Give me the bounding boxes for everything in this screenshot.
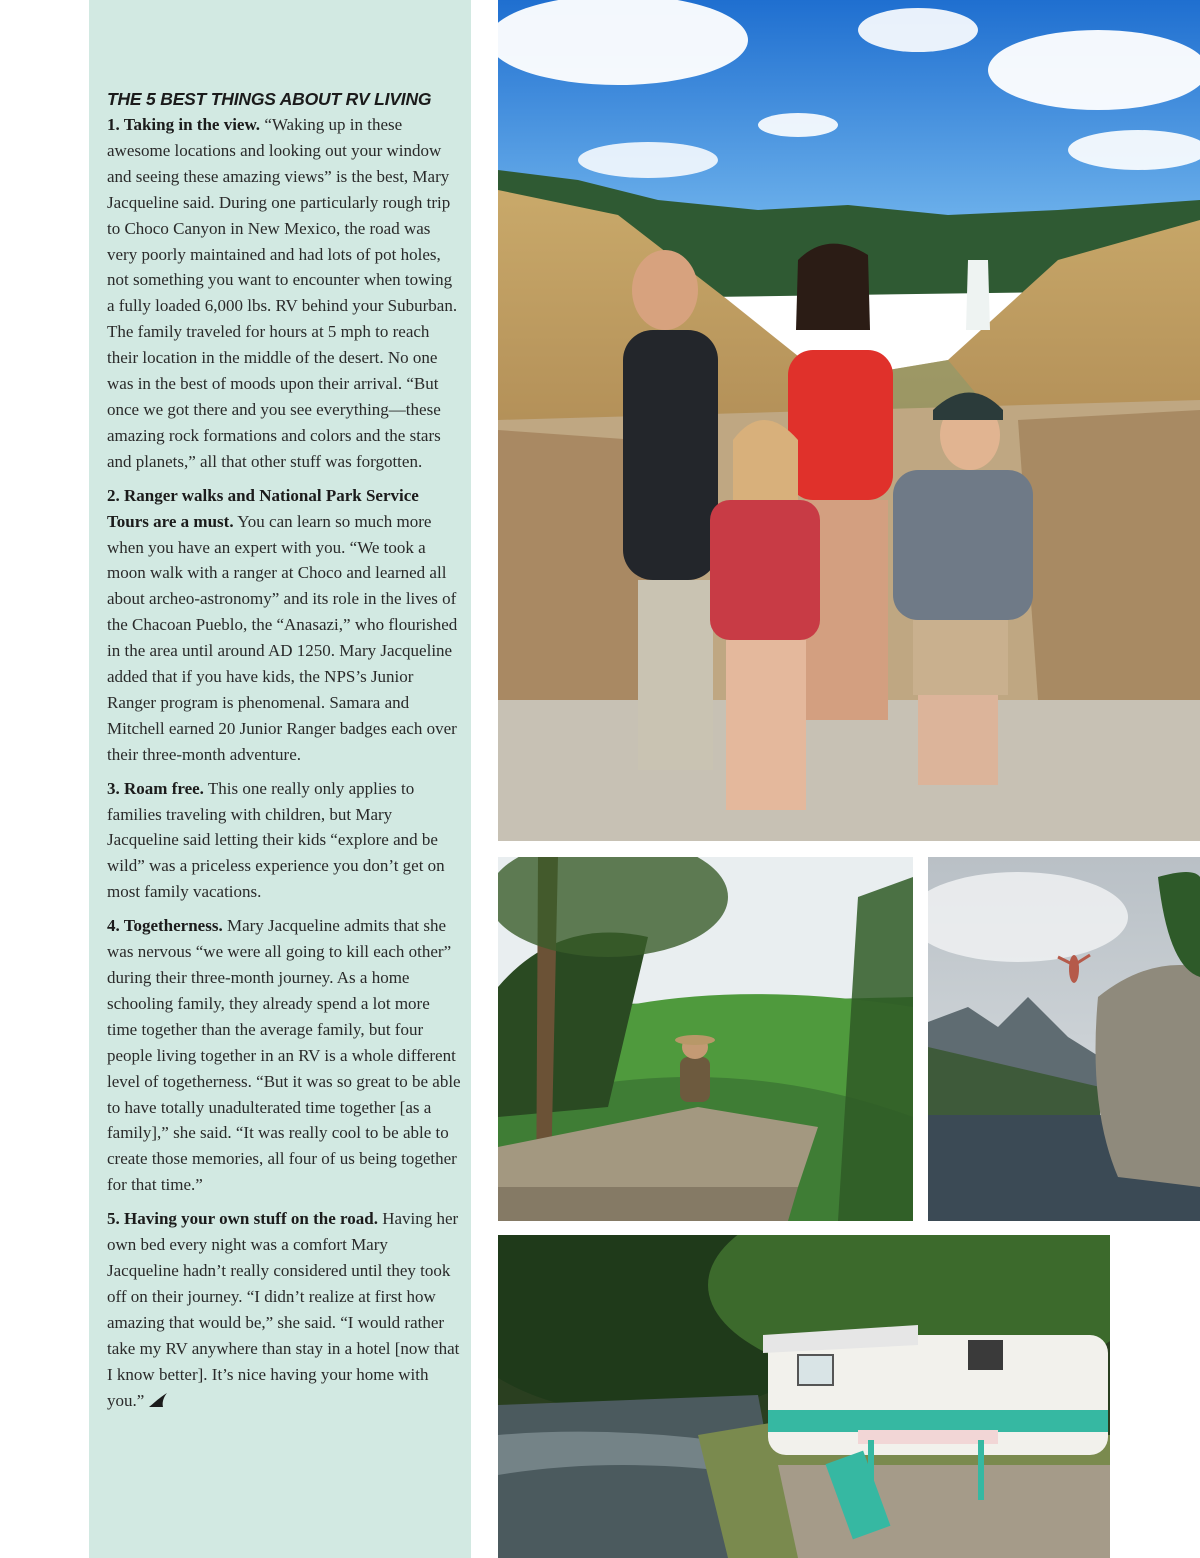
item-lead: 3. Roam free. xyxy=(107,778,204,798)
item-body: Having her own bed every night was a comfort Mary Jacqueline hadn’t really considered until they took off on their journey. “I didn’t realize at first how amazing that would be,” she said. “I would rather take my RV anywhere than stay in a hotel [now that I know better]. It’s nice having your home with you.” xyxy=(107,1209,460,1410)
item-body: “Waking up in these awesome locations and looking out your window and seeing these amazing views” is the best, Mary Jacqueline said. During one particularly rough trip to Choco Canyon in New Mexico, the road was very poorly maintained and had lots of pot holes, not something you want to encounter when towing a fully loaded 6,000 lbs. RV behind your Suburban. The family traveled for hours at 5 mph to reach their location in the middle of the desert. No one was in the best of moods upon their arrival. “But once we got there and you see everything—these amazing rock formations and colors and the stars and planets,” all that other stuff was forgotten. xyxy=(107,115,458,471)
item-body: This one really only applies to families traveling with children, but Mary Jacqueline said letting their kids “explore and be wild” was a priceless experience you don’t get on most family vacations. xyxy=(107,778,445,902)
cliff-jump-lake-photo xyxy=(928,857,1200,1221)
item-lead: 5. Having your own stuff on the road. xyxy=(107,1209,378,1229)
rv-campsite-photo xyxy=(498,1235,1110,1558)
list-item xyxy=(107,776,463,906)
item-lead: 2. Ranger walks and National Park Service Tours are a must. xyxy=(107,485,419,531)
list-item xyxy=(107,112,463,475)
list-item xyxy=(107,913,463,1198)
article-column xyxy=(107,86,463,1421)
list-item xyxy=(107,483,463,768)
item-body: You can learn so much more when you have an expert with you. “We took a moon walk with a ranger at Choco and learned all about archeo-astronomy” and its role in the lives of the Chacoan Pueblo, the “Anasazi,” who flourished in the area until around AD 1250. Mary Jacqueline added that if you have kids, the NPS’s Junior Ranger program is phenomenal. Samara and Mitchell earned 20 Junior Ranger badges each over their three-month adventure. xyxy=(107,511,458,764)
shark-fin-icon xyxy=(148,1392,168,1408)
list-item xyxy=(107,1206,463,1413)
article-heading: THE 5 BEST THINGS ABOUT RV LIVING xyxy=(107,89,432,109)
family-canyon-photo xyxy=(498,0,1200,841)
item-lead: 1. Taking in the view. xyxy=(107,115,261,134)
forest-overlook-photo xyxy=(498,857,913,1221)
item-lead: 4. Togetherness. xyxy=(107,916,223,936)
item-body: Mary Jacqueline admits that she was nervous “we were all going to kill each other” during their three-month journey. As a home schooling family, they already spend a lot more time together than the average family, but four people living together in an RV is a whole different level of togetherness. “But it was so great to be able to have totally unadulterated time together [as a family],” she said. “It was really cool to be able to create those memories, all four of us being together for that time.” xyxy=(107,916,461,1195)
